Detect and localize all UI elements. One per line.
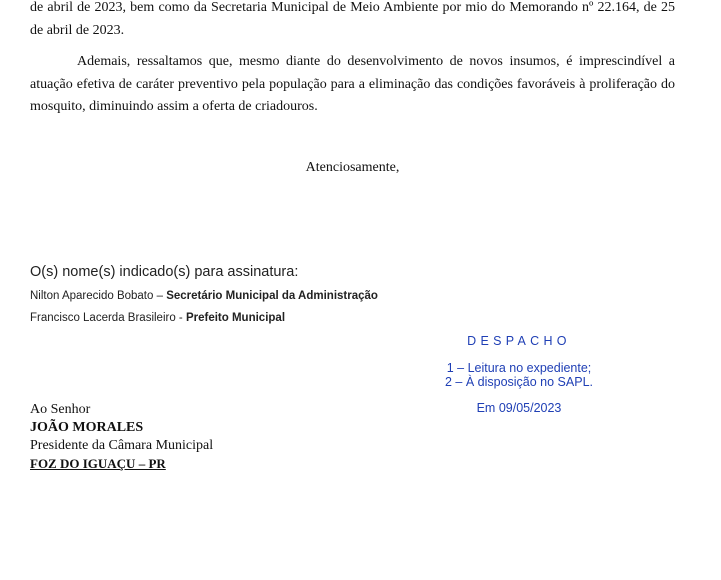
signer-1-separator: –: [153, 290, 167, 302]
addressee-greeting: Ao Senhor: [30, 402, 91, 417]
signer-2-name: Francisco Lacerda Brasileiro: [30, 312, 176, 324]
signature-heading: O(s) nome(s) indicado(s) para assinatura:: [30, 264, 299, 280]
signer-1: [30, 290, 378, 302]
addressee-role: Presidente da Câmara Municipal: [30, 438, 214, 453]
body-paragraph-2: Ademais, ressaltamos que, mesmo diante do desenvolvimento de novos insumos, é imprescindível a atuação efetiva de caráter preventivo pela população para a eliminação das condições favoráveis à proliferação do mosquito, diminuindo assim a oferta de criadouros.: [30, 54, 675, 114]
closing-salutation: Atenciosamente,: [305, 160, 400, 175]
signer-2-title: Prefeito Municipal: [185, 312, 286, 324]
signer-1-title: Secretário Municipal da Administração: [166, 290, 378, 302]
signer-2-separator: -: [175, 312, 186, 324]
addressee-city: FOZ DO IGUAÇU – PR: [30, 456, 166, 471]
despacho-title: DESPACHO: [467, 334, 571, 348]
despacho-item-2: 2 – À disposição no SAPL.: [444, 375, 593, 389]
signer-1-name: Nilton Aparecido Bobato: [30, 290, 154, 302]
addressee-name: JOÃO MORALES: [30, 420, 144, 435]
despacho-item-1: 1 – Leitura no expediente;: [446, 361, 592, 375]
signer-2: [30, 312, 285, 324]
despacho-date: Em 09/05/2023: [476, 401, 562, 415]
body-paragraph-1: de abril de 2023, bem como da Secretaria Municipal de Meio Ambiente por mio do Memorando nº 22.164, de 25 de abril de 2023.: [30, 0, 675, 38]
